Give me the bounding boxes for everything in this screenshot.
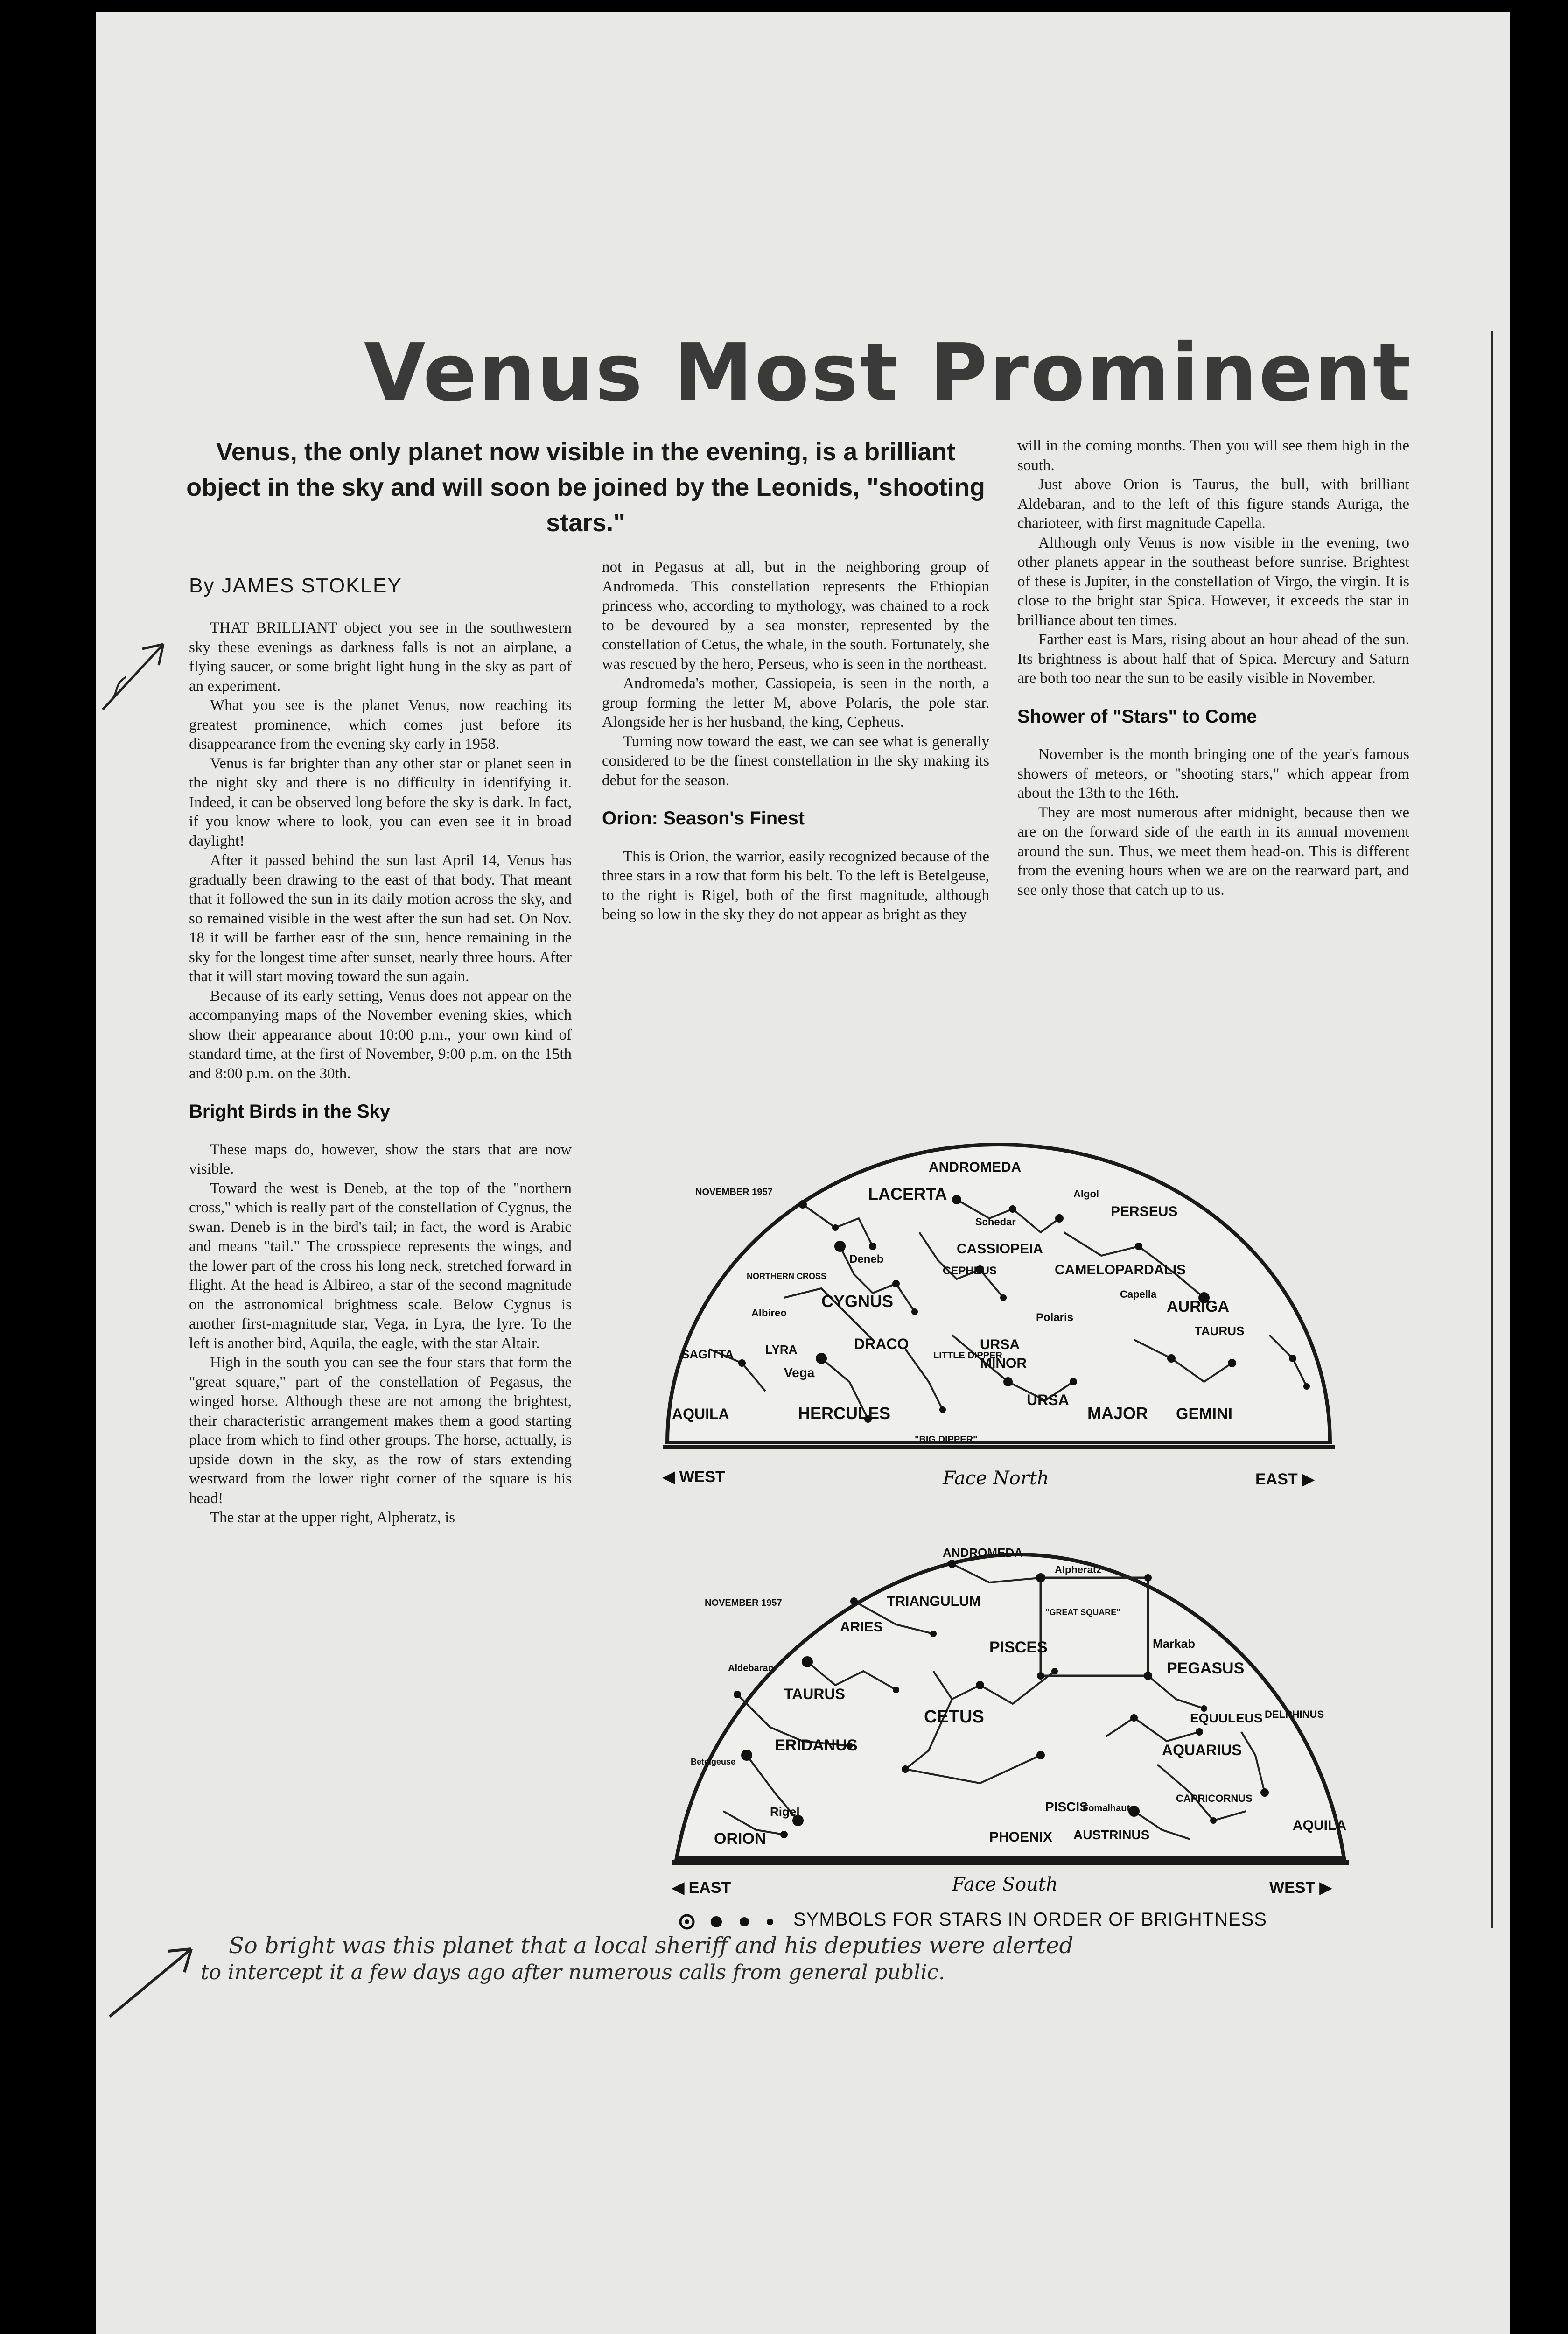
label-alpheratz: Alpheratz bbox=[1055, 1564, 1102, 1575]
paragraph: The star at the upper right, Alpheratz, is bbox=[210, 1509, 455, 1526]
headline: Venus Most Prominent bbox=[364, 327, 1413, 419]
face-south-label: Face South bbox=[952, 1874, 1058, 1895]
label-rigel: Rigel bbox=[770, 1805, 800, 1819]
label-ursa-major-2: MAJOR bbox=[1087, 1404, 1148, 1423]
byline: By JAMES STOKLEY bbox=[189, 574, 402, 597]
paragraph: Andromeda's mother, Cassiopeia, is seen in the north, a group forming the letter M, above Polaris, the pole star. Alongside her is her husband, the king, Cepheus. bbox=[602, 675, 989, 731]
label-polaris: Polaris bbox=[1036, 1311, 1074, 1324]
paragraph: Just above Orion is Taurus, the bull, with brilliant Aldebaran, and to the left of this figure stands Auriga, the charioteer, with first magnitude Capella. bbox=[1017, 476, 1409, 532]
label-auriga: AURIGA bbox=[1167, 1298, 1230, 1315]
label-albireo: Albireo bbox=[751, 1307, 787, 1319]
paragraph: They are most numerous after midnight, because then we are on the forward side of the earth in its annual movement around the sun. Thus, we meet them head-on. This is different from the evening hours when we are on the rearward part, and see only those that catch up to us. bbox=[1017, 804, 1409, 899]
east-label: EAST ▶ bbox=[1255, 1470, 1315, 1488]
label-aquila: AQUILA bbox=[1293, 1818, 1346, 1833]
page-edge-shadow bbox=[1491, 331, 1493, 1928]
label-aquila: AQUILA bbox=[672, 1406, 729, 1422]
subhead: Orion: Season's Finest bbox=[602, 808, 805, 829]
label-deneb: Deneb bbox=[849, 1253, 884, 1265]
label-taurus: TAURUS bbox=[1195, 1324, 1245, 1338]
label-ursa-minor-2: MINOR bbox=[980, 1356, 1027, 1371]
label-aquarius: AQUARIUS bbox=[1162, 1742, 1242, 1758]
handwritten-note-line-2: to intercept it a few days ago after numerous calls from general public. bbox=[201, 1961, 945, 1984]
paragraph: What you see is the planet Venus, now reaching its greatest prominence, which comes just before its disappearance from the evening sky early in 1958. bbox=[189, 697, 572, 752]
label-little-dipper: LITTLE DIPPER bbox=[933, 1350, 1002, 1361]
west-label: ◀ WEST bbox=[663, 1468, 725, 1486]
label-vega: Vega bbox=[784, 1365, 815, 1380]
label-ursa-minor-1: URSA bbox=[980, 1337, 1020, 1352]
label-algol: Algol bbox=[1073, 1188, 1099, 1200]
label-perseus: PERSEUS bbox=[1111, 1204, 1178, 1219]
paragraph: THAT BRILLIANT object you see in the southwestern sky these evenings as darkness falls is not an airplane, a flying saucer, or some bright light hung in the sky as part of an experiment. bbox=[189, 619, 572, 695]
handwritten-arrow-top-icon bbox=[93, 635, 177, 719]
north-star-map bbox=[653, 1139, 1344, 1512]
label-northern-cross: NORTHERN CROSS bbox=[747, 1272, 827, 1281]
label-fomalhaut: Fomalhaut bbox=[1083, 1803, 1130, 1814]
label-draco: DRACO bbox=[854, 1336, 909, 1352]
subhead: Bright Birds in the Sky bbox=[189, 1101, 391, 1122]
paragraph: Venus is far brighter than any other star or planet seen in the night sky and there is no difficulty in identifying it. Indeed, it can be observed long before the sky is dark. In fact, if you know where to look, you can even see it in broad daylight! bbox=[189, 755, 572, 850]
label-hercules: HERCULES bbox=[798, 1404, 891, 1423]
column-3 bbox=[1017, 436, 1409, 900]
label-cassiopeia: CASSIOPEIA bbox=[957, 1241, 1043, 1257]
label-orion: ORION bbox=[714, 1830, 766, 1848]
map-date: NOVEMBER 1957 bbox=[705, 1598, 782, 1608]
label-aries: ARIES bbox=[840, 1619, 883, 1635]
subhead: Shower of "Stars" to Come bbox=[1017, 706, 1257, 727]
paragraph: Because of its early setting, Venus does not appear on the accompanying maps of the November evening skies, which show their appearance about 10:00 p.m., your own kind of standard time, at the first of November, 9:00 p.m. on the 15th and 8:00 p.m. on the 30th. bbox=[189, 987, 572, 1082]
label-piscis: PISCIS bbox=[1045, 1800, 1088, 1814]
handwritten-arrow-bottom-icon bbox=[103, 1937, 205, 2021]
paragraph: After it passed behind the sun last April 14, Venus has gradually been drawing to the east of that body. That meant that it followed the sun in its daily motion across the sky, and so remained visible in the west after the sun had set. On Nov. 18 it will be farther east of the sun, hence remaining in the sky for the longest time after sunset, nearly three hours. After that it will start moving toward the sun again. bbox=[189, 852, 572, 985]
paragraph: will in the coming months. Then you will see them high in the south. bbox=[1017, 437, 1409, 474]
south-map-svg bbox=[653, 1531, 1363, 1905]
label-capricornus: CAPRICORNUS bbox=[1176, 1793, 1253, 1804]
label-pisces: PISCES bbox=[989, 1638, 1048, 1656]
label-equuleus: EQUULEUS bbox=[1190, 1711, 1263, 1725]
label-cygnus: CYGNUS bbox=[821, 1292, 894, 1311]
label-gemini: GEMINI bbox=[1176, 1405, 1232, 1423]
paragraph: These maps do, however, show the stars that are now visible. bbox=[189, 1141, 572, 1177]
label-triangulum: TRIANGULUM bbox=[887, 1594, 981, 1609]
label-lacerta: LACERTA bbox=[868, 1184, 947, 1203]
label-betelgeuse: Betelgeuse bbox=[691, 1757, 736, 1766]
label-schedar: Schedar bbox=[975, 1216, 1016, 1228]
label-lyra: LYRA bbox=[765, 1343, 798, 1357]
label-cepheus: CEPHEUS bbox=[943, 1265, 997, 1277]
north-map-svg bbox=[653, 1139, 1344, 1512]
column-1 bbox=[189, 619, 572, 1528]
label-eridanus: ERIDANUS bbox=[775, 1736, 858, 1754]
paragraph: Turning now toward the east, we can see what is generally considered to be the finest constellation in the sky making its debut for the season. bbox=[602, 733, 989, 789]
paragraph: Farther east is Mars, rising about an hour ahead of the sun. Its brightness is about half that of Spica. Mercury and Saturn are both too near the sun to be easily visible in November. bbox=[1017, 631, 1409, 687]
label-big-dipper: "BIG DIPPER" bbox=[915, 1434, 978, 1445]
east-label: ◀ EAST bbox=[672, 1879, 731, 1897]
label-pegasus: PEGASUS bbox=[1167, 1659, 1245, 1677]
brightness-legend: SYMBOLS FOR STARS IN ORDER OF BRIGHTNESS bbox=[793, 1909, 1267, 1930]
paragraph: November is the month bringing one of the year's famous showers of meteors, or "shooting stars," which appear from about the 13th to the 16th. bbox=[1017, 746, 1409, 801]
label-delphinus: DELPHINUS bbox=[1265, 1708, 1324, 1720]
handwritten-note-line-1: So bright was this planet that a local sheriff and his deputies were alerted bbox=[229, 1933, 1074, 1959]
label-ursa-major-1: URSA bbox=[1027, 1392, 1069, 1408]
map-date: NOVEMBER 1957 bbox=[695, 1187, 773, 1197]
brightness-symbols bbox=[677, 1912, 798, 1933]
label-phoenix: PHOENIX bbox=[989, 1829, 1053, 1845]
label-andromeda: ANDROMEDA bbox=[929, 1160, 1022, 1175]
label-taurus: TAURUS bbox=[784, 1686, 845, 1702]
paragraph: not in Pegasus at all, but in the neighboring group of Andromeda. This constellation represents the Ethiopian princess who, according to mythology, was chained to a rock to be devoured by a sea monster, represented by the constellation of Cetus, the whale, in the south. Fortunately, she was rescued by the hero, Perseus, who is seen in the northeast. bbox=[602, 559, 989, 673]
paragraph: This is Orion, the warrior, easily recognized because of the three stars in a row that form his belt. To the left is Betelgeuse, to the right is Rigel, both of the first magnitude, although being so low in the sky they do not appear as bright as they bbox=[602, 848, 989, 923]
paragraph: Toward the west is Deneb, at the top of the "northern cross," which is really part of the constellation of Cygnus, the swan. Deneb is in the bird's tail; in fact, the word is Arabic and means "tail." The crosspiece represents the wings, and the lower part of the cross his long neck, stretched forward in flight. At the head is Albireo, a star of the second magnitude on the astronomical brightness scale. Below Cygnus is another first-magnitude star, Vega, in Lyra, the lyre. To the left is another bird, Aquila, the eagle, with the star Altair. bbox=[189, 1180, 572, 1352]
label-austrinus: AUSTRINUS bbox=[1073, 1828, 1150, 1842]
label-camelopardalis: CAMELOPARDALIS bbox=[1055, 1262, 1186, 1278]
label-markab: Markab bbox=[1153, 1637, 1196, 1651]
south-star-map bbox=[653, 1531, 1363, 1905]
west-label: WEST ▶ bbox=[1269, 1879, 1332, 1897]
label-sagitta: SAGITTA bbox=[681, 1347, 734, 1361]
label-aldebaran: Aldebaran bbox=[728, 1663, 774, 1673]
face-north-label: Face North bbox=[943, 1468, 1049, 1489]
deck: Venus, the only planet now visible in the evening, is a brilliant object in the sky and will soon be joined by the Leonids, "shooting stars." bbox=[186, 438, 985, 537]
label-cetus: CETUS bbox=[924, 1707, 984, 1727]
paragraph: High in the south you can see the four stars that form the "great square," part of the constellation of Pegasus, the winged horse. Although these are not among the brightest, their characteristic arrangement makes them a good starting place from which to find other groups. The horse, actually, is upside down in the sky, as the row of stars extending westward from the lower right corner of the square is his head! bbox=[189, 1354, 572, 1507]
column-2 bbox=[602, 558, 989, 925]
paragraph: Although only Venus is now visible in the evening, two other planets appear in the southeast before sunrise. Brightest of these is Jupiter, in the constellation of Virgo, the virgin. It is close to the bright star Spica. However, it exceeds the star in brilliance about ten times. bbox=[1017, 534, 1409, 629]
label-andromeda: ANDROMEDA bbox=[943, 1546, 1023, 1560]
label-capella: Capella bbox=[1120, 1288, 1157, 1300]
label-great-square: "GREAT SQUARE" bbox=[1045, 1608, 1120, 1617]
